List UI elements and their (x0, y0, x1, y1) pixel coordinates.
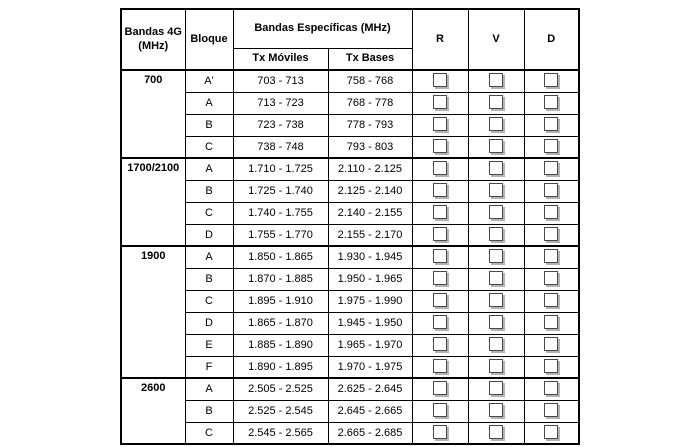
block-cell: C (185, 290, 233, 312)
checkbox-cell-d (524, 378, 579, 400)
checkbox-cell-v (468, 136, 524, 158)
checkbox-v[interactable] (489, 139, 503, 153)
checkbox-v[interactable] (489, 227, 503, 241)
checkbox-cell-r (412, 70, 468, 92)
checkbox-d[interactable] (544, 227, 558, 241)
table-row (121, 158, 579, 180)
checkbox-d[interactable] (544, 271, 558, 285)
checkbox-cell-v (468, 400, 524, 422)
checkbox-v[interactable] (489, 403, 503, 417)
checkbox-cell-v (468, 114, 524, 136)
tx-moviles-cell: 1.890 - 1.895 (233, 356, 328, 378)
tx-bases-cell: 1.945 - 1.950 (328, 312, 412, 334)
block-cell: A' (185, 70, 233, 92)
checkbox-r[interactable] (433, 271, 447, 285)
checkbox-cell-d (524, 400, 579, 422)
checkbox-cell-d (524, 114, 579, 136)
header-band: Bandas 4G (MHz) (121, 9, 185, 70)
checkbox-r[interactable] (433, 381, 447, 395)
checkbox-v[interactable] (489, 293, 503, 307)
checkbox-r[interactable] (433, 227, 447, 241)
header-row-1 (121, 9, 579, 49)
checkbox-r[interactable] (433, 183, 447, 197)
checkbox-cell-v (468, 268, 524, 290)
table-row (121, 290, 579, 312)
checkbox-r[interactable] (433, 117, 447, 131)
checkbox-v[interactable] (489, 117, 503, 131)
checkbox-cell-r (412, 268, 468, 290)
checkbox-d[interactable] (544, 425, 558, 439)
checkbox-cell-r (412, 224, 468, 246)
checkbox-cell-v (468, 70, 524, 92)
table-row (121, 136, 579, 158)
table-row (121, 70, 579, 92)
checkbox-d[interactable] (544, 403, 558, 417)
tx-moviles-cell: 1.710 - 1.725 (233, 158, 328, 180)
band-group-cell: 700 (121, 70, 185, 158)
block-cell: B (185, 114, 233, 136)
checkbox-cell-r (412, 136, 468, 158)
checkbox-v[interactable] (489, 315, 503, 329)
tx-bases-cell: 1.965 - 1.970 (328, 334, 412, 356)
tx-moviles-cell: 738 - 748 (233, 136, 328, 158)
checkbox-cell-r (412, 92, 468, 114)
checkbox-d[interactable] (544, 183, 558, 197)
table-row (121, 334, 579, 356)
checkbox-cell-d (524, 356, 579, 378)
checkbox-cell-v (468, 92, 524, 114)
checkbox-cell-r (412, 356, 468, 378)
block-cell: E (185, 334, 233, 356)
frequency-band-table-container (120, 8, 580, 445)
checkbox-r[interactable] (433, 293, 447, 307)
tx-moviles-cell: 1.895 - 1.910 (233, 290, 328, 312)
checkbox-r[interactable] (433, 205, 447, 219)
checkbox-v[interactable] (489, 161, 503, 175)
tx-bases-cell: 793 - 803 (328, 136, 412, 158)
header-r: R (412, 9, 468, 70)
table-row (121, 180, 579, 202)
checkbox-v[interactable] (489, 205, 503, 219)
header-specific-bands: Bandas Específicas (MHz) (233, 9, 412, 49)
tx-moviles-cell: 713 - 723 (233, 92, 328, 114)
header-d: D (524, 9, 579, 70)
checkbox-cell-r (412, 180, 468, 202)
checkbox-cell-r (412, 202, 468, 224)
block-cell: C (185, 202, 233, 224)
checkbox-d[interactable] (544, 315, 558, 329)
table-body (121, 70, 579, 444)
header-tx-bases: Tx Bases (328, 49, 412, 71)
checkbox-r[interactable] (433, 161, 447, 175)
checkbox-cell-v (468, 422, 524, 444)
block-cell: A (185, 378, 233, 400)
table-row (121, 246, 579, 268)
checkbox-v[interactable] (489, 95, 503, 109)
block-cell: C (185, 422, 233, 444)
checkbox-r[interactable] (433, 73, 447, 87)
tx-moviles-cell: 1.725 - 1.740 (233, 180, 328, 202)
checkbox-r[interactable] (433, 95, 447, 109)
checkbox-cell-d (524, 268, 579, 290)
block-cell: A (185, 92, 233, 114)
checkbox-cell-d (524, 422, 579, 444)
block-cell: C (185, 136, 233, 158)
tx-moviles-cell: 1.740 - 1.755 (233, 202, 328, 224)
checkbox-r[interactable] (433, 425, 447, 439)
table-row (121, 224, 579, 246)
table-row (121, 92, 579, 114)
checkbox-d[interactable] (544, 117, 558, 131)
checkbox-v[interactable] (489, 381, 503, 395)
header-v: V (468, 9, 524, 70)
checkbox-r[interactable] (433, 403, 447, 417)
checkbox-d[interactable] (544, 381, 558, 395)
checkbox-cell-v (468, 246, 524, 268)
checkbox-d[interactable] (544, 161, 558, 175)
header-tx-moviles: Tx Móviles (233, 49, 328, 71)
band-group-cell: 1900 (121, 246, 185, 378)
checkbox-d[interactable] (544, 359, 558, 373)
block-cell: D (185, 224, 233, 246)
checkbox-d[interactable] (544, 139, 558, 153)
table-row (121, 356, 579, 378)
checkbox-cell-d (524, 312, 579, 334)
tx-bases-cell: 1.970 - 1.975 (328, 356, 412, 378)
block-cell: A (185, 158, 233, 180)
tx-bases-cell: 2.110 - 2.125 (328, 158, 412, 180)
tx-moviles-cell: 1.870 - 1.885 (233, 268, 328, 290)
tx-moviles-cell: 1.865 - 1.870 (233, 312, 328, 334)
checkbox-cell-d (524, 334, 579, 356)
checkbox-d[interactable] (544, 293, 558, 307)
checkbox-cell-v (468, 356, 524, 378)
table-row (121, 268, 579, 290)
checkbox-cell-r (412, 246, 468, 268)
checkbox-cell-r (412, 378, 468, 400)
checkbox-v[interactable] (489, 249, 503, 263)
checkbox-v[interactable] (489, 73, 503, 87)
tx-moviles-cell: 723 - 738 (233, 114, 328, 136)
table-row (121, 114, 579, 136)
tx-moviles-cell: 1.755 - 1.770 (233, 224, 328, 246)
checkbox-cell-r (412, 312, 468, 334)
checkbox-cell-r (412, 422, 468, 444)
tx-bases-cell: 2.140 - 2.155 (328, 202, 412, 224)
tx-bases-cell: 2.625 - 2.645 (328, 378, 412, 400)
checkbox-cell-v (468, 158, 524, 180)
checkbox-d[interactable] (544, 95, 558, 109)
checkbox-d[interactable] (544, 205, 558, 219)
block-cell: A (185, 246, 233, 268)
checkbox-cell-r (412, 334, 468, 356)
tx-bases-cell: 1.950 - 1.965 (328, 268, 412, 290)
block-cell: B (185, 180, 233, 202)
tx-bases-cell: 2.665 - 2.685 (328, 422, 412, 444)
checkbox-cell-d (524, 136, 579, 158)
tx-bases-cell: 2.125 - 2.140 (328, 180, 412, 202)
checkbox-r[interactable] (433, 249, 447, 263)
tx-moviles-cell: 2.545 - 2.565 (233, 422, 328, 444)
tx-bases-cell: 758 - 768 (328, 70, 412, 92)
checkbox-cell-v (468, 334, 524, 356)
band-group-cell: 1700/2100 (121, 158, 185, 246)
checkbox-cell-v (468, 224, 524, 246)
table-row (121, 312, 579, 334)
checkbox-r[interactable] (433, 359, 447, 373)
checkbox-cell-v (468, 290, 524, 312)
checkbox-cell-r (412, 158, 468, 180)
header-block: Bloque (185, 9, 233, 70)
table-row (121, 202, 579, 224)
checkbox-r[interactable] (433, 139, 447, 153)
checkbox-cell-d (524, 290, 579, 312)
checkbox-cell-d (524, 246, 579, 268)
band-group-cell: 2600 (121, 378, 185, 444)
checkbox-cell-d (524, 202, 579, 224)
block-cell: B (185, 400, 233, 422)
checkbox-cell-d (524, 158, 579, 180)
checkbox-cell-v (468, 180, 524, 202)
block-cell: F (185, 356, 233, 378)
table-row (121, 400, 579, 422)
checkbox-cell-v (468, 312, 524, 334)
checkbox-v[interactable] (489, 425, 503, 439)
checkbox-cell-r (412, 400, 468, 422)
checkbox-d[interactable] (544, 337, 558, 351)
checkbox-v[interactable] (489, 271, 503, 285)
table-row (121, 378, 579, 400)
checkbox-r[interactable] (433, 337, 447, 351)
tx-moviles-cell: 2.505 - 2.525 (233, 378, 328, 400)
checkbox-v[interactable] (489, 359, 503, 373)
tx-moviles-cell: 703 - 713 (233, 70, 328, 92)
tx-bases-cell: 1.930 - 1.945 (328, 246, 412, 268)
checkbox-r[interactable] (433, 315, 447, 329)
checkbox-d[interactable] (544, 249, 558, 263)
tx-bases-cell: 2.155 - 2.170 (328, 224, 412, 246)
checkbox-cell-d (524, 180, 579, 202)
checkbox-cell-v (468, 202, 524, 224)
tx-bases-cell: 2.645 - 2.665 (328, 400, 412, 422)
tx-bases-cell: 778 - 793 (328, 114, 412, 136)
checkbox-d[interactable] (544, 73, 558, 87)
tx-moviles-cell: 1.850 - 1.865 (233, 246, 328, 268)
tx-bases-cell: 1.975 - 1.990 (328, 290, 412, 312)
table-row (121, 422, 579, 444)
table-header (121, 9, 579, 70)
frequency-band-table (120, 8, 580, 445)
checkbox-cell-v (468, 378, 524, 400)
checkbox-v[interactable] (489, 183, 503, 197)
checkbox-cell-d (524, 70, 579, 92)
checkbox-cell-r (412, 114, 468, 136)
block-cell: D (185, 312, 233, 334)
checkbox-cell-r (412, 290, 468, 312)
tx-moviles-cell: 1.885 - 1.890 (233, 334, 328, 356)
block-cell: B (185, 268, 233, 290)
checkbox-cell-d (524, 224, 579, 246)
checkbox-cell-d (524, 92, 579, 114)
tx-bases-cell: 768 - 778 (328, 92, 412, 114)
checkbox-v[interactable] (489, 337, 503, 351)
tx-moviles-cell: 2.525 - 2.545 (233, 400, 328, 422)
